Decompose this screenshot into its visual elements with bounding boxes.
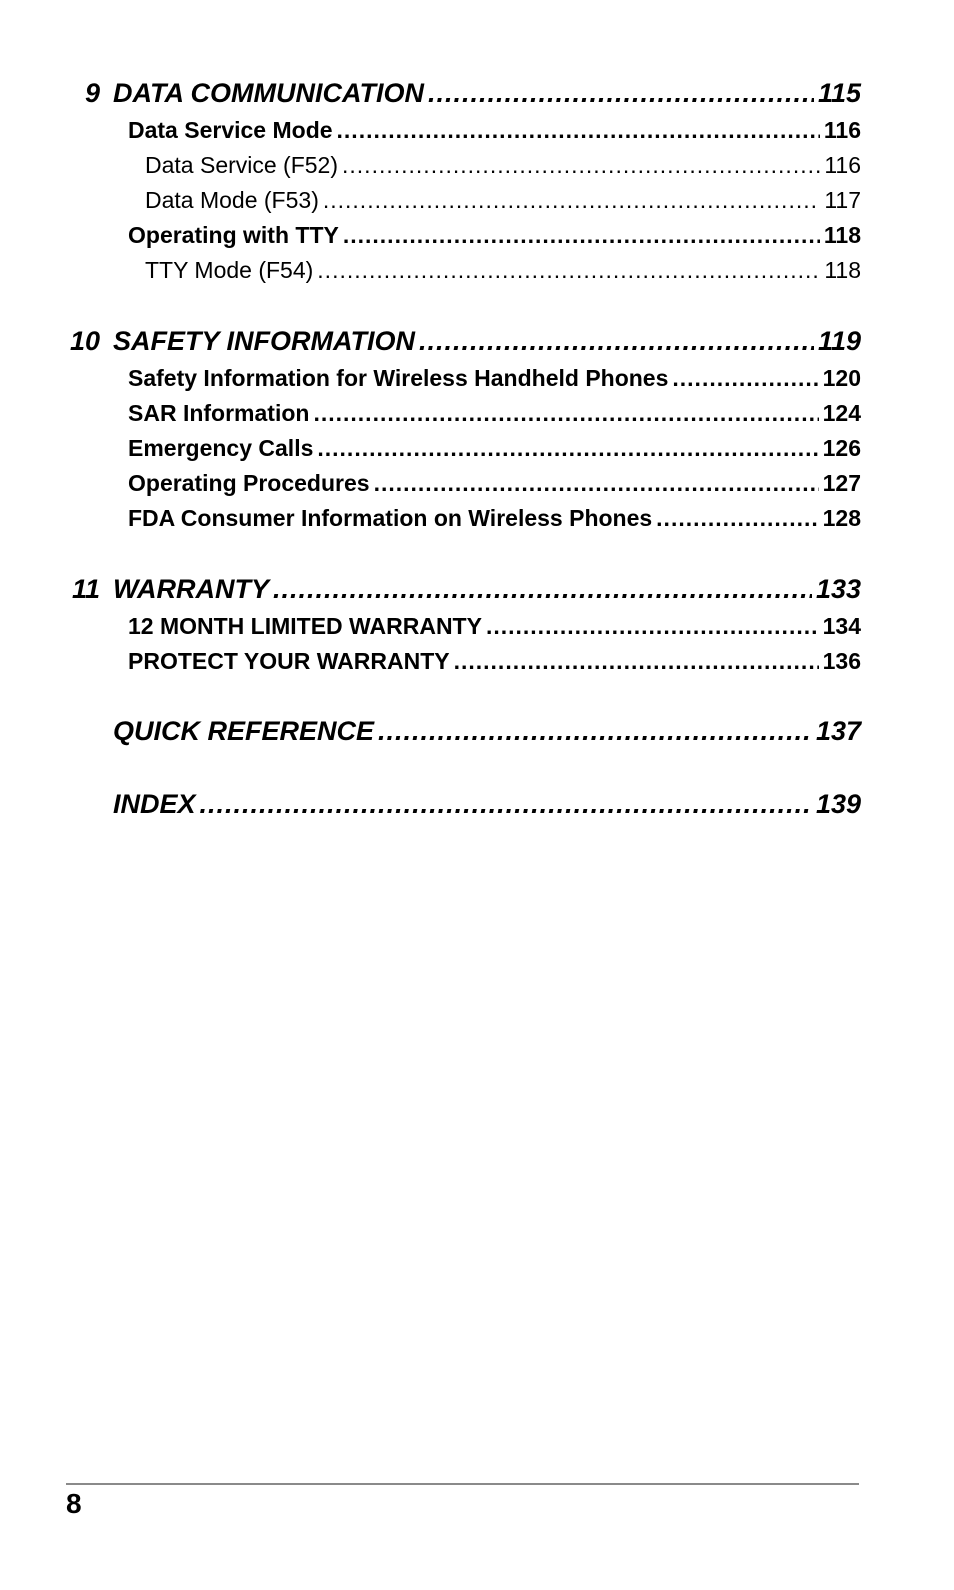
toc-entry-page: 120 bbox=[822, 365, 861, 391]
dot-leader bbox=[419, 326, 814, 357]
footer-divider bbox=[66, 1483, 859, 1485]
toc-section-entry[interactable] bbox=[128, 613, 861, 643]
page-number: 8 bbox=[66, 1488, 82, 1519]
dot-leader bbox=[656, 505, 818, 532]
dot-leader bbox=[313, 400, 818, 427]
toc-entry-title: Safety Information for Wireless Handheld Phones bbox=[128, 365, 669, 391]
toc-entry-page: 119 bbox=[817, 326, 861, 356]
toc-chapter-entry[interactable] bbox=[113, 78, 861, 112]
toc-entry-title: Data Service Mode bbox=[128, 117, 333, 143]
chapter-number: 11 bbox=[71, 574, 100, 604]
dot-leader bbox=[374, 470, 819, 497]
dot-leader bbox=[317, 257, 820, 284]
toc-chapter-entry[interactable] bbox=[113, 326, 861, 360]
toc-section-entry[interactable] bbox=[128, 470, 861, 500]
toc-entry-page: 116 bbox=[823, 117, 861, 143]
toc-section-entry[interactable] bbox=[128, 400, 861, 430]
dot-leader bbox=[486, 613, 819, 640]
toc-entry-title: QUICK REFERENCE bbox=[113, 716, 375, 746]
toc-entry-page: 126 bbox=[822, 435, 861, 461]
toc-entry-title: TTY Mode (F54) bbox=[145, 257, 314, 283]
toc-entry-page: 134 bbox=[822, 613, 861, 639]
toc-chapter-entry[interactable] bbox=[113, 789, 861, 823]
toc-entry-title: Data Mode (F53) bbox=[145, 187, 319, 213]
dot-leader bbox=[378, 716, 812, 747]
toc-chapter-entry[interactable] bbox=[113, 716, 861, 750]
toc-entry-title: Operating with TTY bbox=[128, 222, 339, 248]
toc-subsection-entry[interactable] bbox=[145, 187, 861, 217]
toc-entry-title: FDA Consumer Information on Wireless Phones bbox=[128, 505, 653, 531]
toc-section-entry[interactable] bbox=[128, 365, 861, 395]
toc-entry-title: Operating Procedures bbox=[128, 470, 370, 496]
toc-section-entry[interactable] bbox=[128, 117, 861, 147]
toc-entry-title: SAFETY INFORMATION bbox=[113, 326, 415, 356]
dot-leader bbox=[200, 789, 812, 820]
toc-chapter-entry[interactable] bbox=[113, 574, 861, 608]
toc-entry-title: SAR Information bbox=[128, 400, 310, 426]
toc-entry-page: 117 bbox=[824, 187, 861, 213]
toc-entry-title: INDEX bbox=[113, 789, 196, 819]
toc-entry-title: PROTECT YOUR WARRANTY bbox=[128, 648, 450, 674]
toc-entry-page: 115 bbox=[817, 78, 861, 108]
toc-entry-title: DATA COMMUNICATION bbox=[113, 78, 424, 108]
toc-entry-title: Emergency Calls bbox=[128, 435, 314, 461]
toc-entry-page: 118 bbox=[823, 222, 861, 248]
dot-leader bbox=[317, 435, 818, 462]
toc-subsection-entry[interactable] bbox=[145, 152, 861, 182]
dot-leader bbox=[337, 117, 820, 144]
toc-entry-page: 133 bbox=[815, 574, 861, 604]
toc-entry-page: 137 bbox=[815, 716, 861, 746]
toc-entry-page: 139 bbox=[815, 789, 861, 819]
toc-entry-page: 118 bbox=[824, 257, 861, 283]
toc-section-entry[interactable] bbox=[128, 222, 861, 252]
chapter-number: 9 bbox=[84, 78, 100, 108]
dot-leader bbox=[273, 574, 812, 605]
dot-leader bbox=[323, 187, 820, 214]
toc-entry-page: 124 bbox=[822, 400, 861, 426]
toc-entry-title: WARRANTY bbox=[113, 574, 269, 604]
toc-entry-title: Data Service (F52) bbox=[145, 152, 339, 178]
dot-leader bbox=[672, 365, 818, 392]
toc-section-entry[interactable] bbox=[128, 648, 861, 678]
toc-entry-page: 116 bbox=[824, 152, 861, 178]
toc-section-entry[interactable] bbox=[128, 435, 861, 465]
toc-entry-page: 128 bbox=[822, 505, 861, 531]
toc-entry-page: 127 bbox=[822, 470, 861, 496]
toc-subsection-entry[interactable] bbox=[145, 257, 861, 287]
dot-leader bbox=[428, 78, 814, 109]
dot-leader bbox=[454, 648, 819, 675]
toc-entry-title: 12 MONTH LIMITED WARRANTY bbox=[128, 613, 482, 639]
chapter-number: 10 bbox=[69, 326, 100, 356]
toc-section-entry[interactable] bbox=[128, 505, 861, 535]
toc-entry-page: 136 bbox=[822, 648, 861, 674]
dot-leader bbox=[342, 152, 820, 179]
dot-leader bbox=[343, 222, 820, 249]
